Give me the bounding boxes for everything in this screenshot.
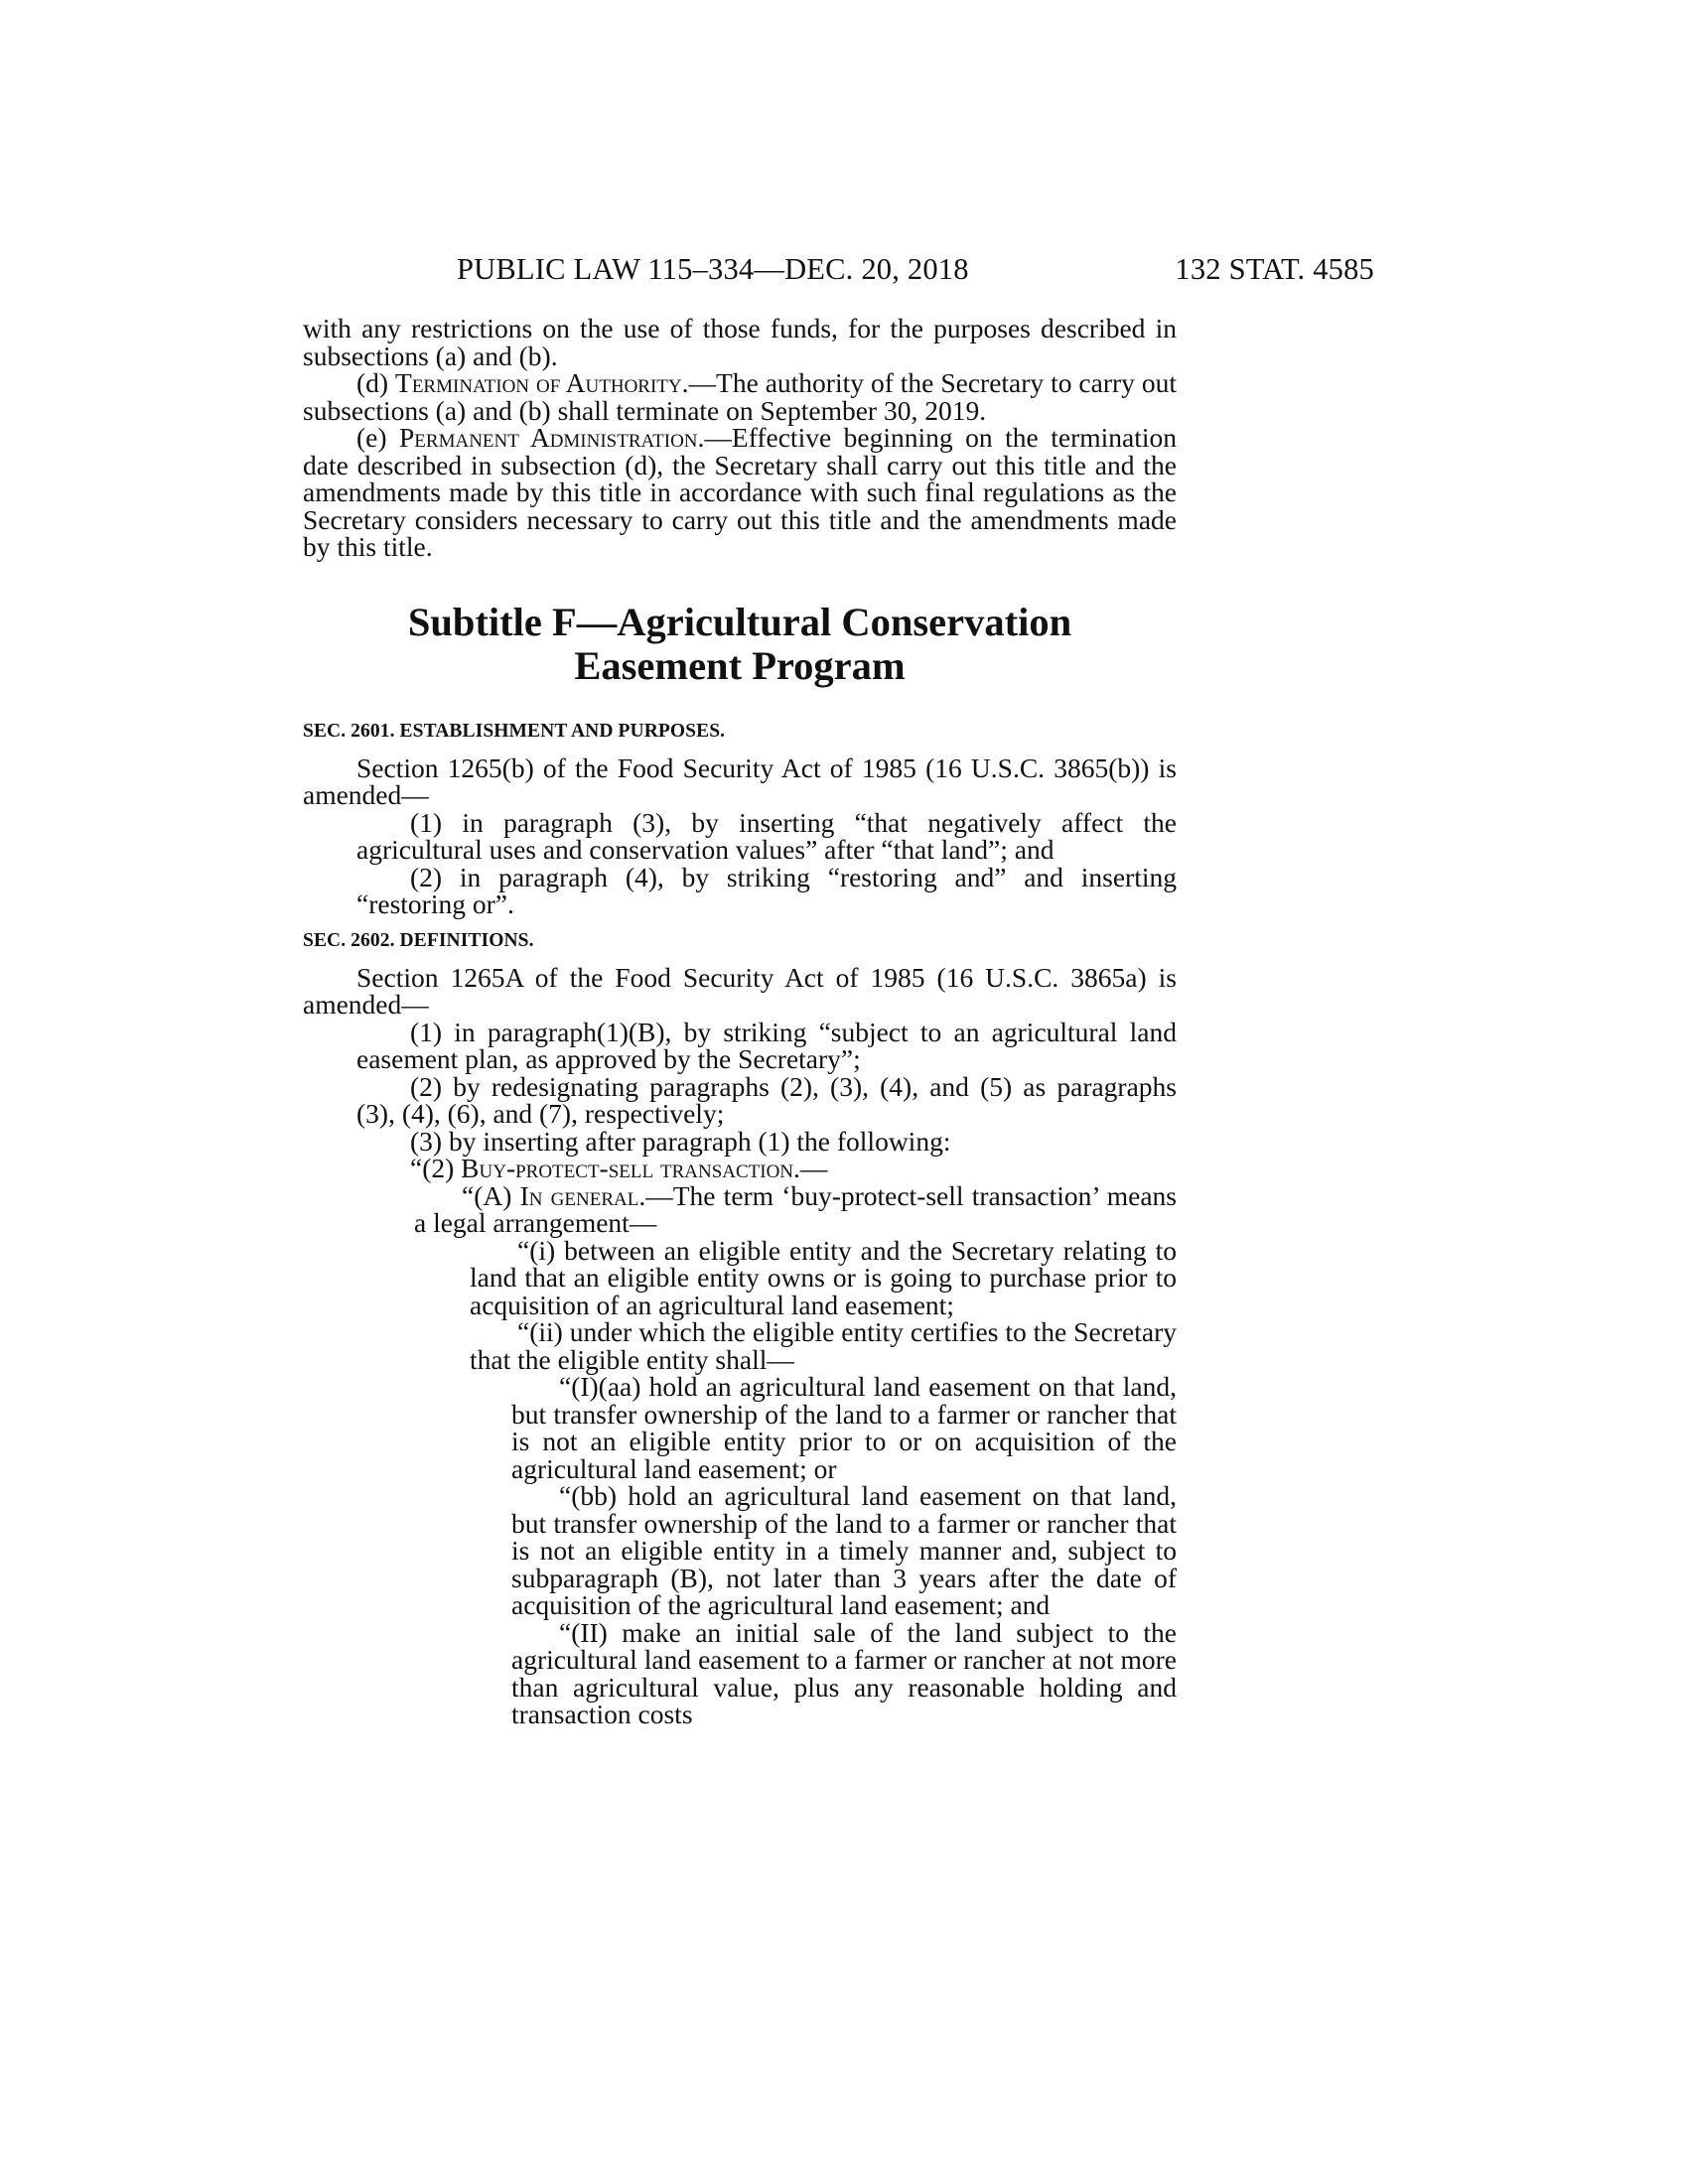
subparagraph-a bbox=[303, 1179, 1177, 1238]
subtitle-line-1: Subtitle F—Agricultural Conservation bbox=[407, 599, 1072, 644]
subsection-e-heading: Permanent Administration bbox=[399, 422, 698, 453]
running-header-law: PUBLIC LAW 115–334—DEC. 20, 2018 bbox=[457, 252, 969, 286]
document-body bbox=[303, 315, 1177, 1728]
section-2601-item-2: (2) in paragraph (4), by striking “restoring and” and inserting “restoring or”. bbox=[356, 861, 1177, 919]
section-2602-item-1: (1) in paragraph(1)(B), by striking “subject to an agricultural land easement plan, as approved by the Secretary”; bbox=[356, 1016, 1177, 1074]
section-2601-intro: Section 1265(b) of the Food Security Act of 1985 (16 U.S.C. 3865(b)) is amended— bbox=[303, 751, 1177, 810]
subtitle-heading bbox=[303, 601, 1177, 688]
subparagraph-a-text: .—The term ‘buy-protect-sell transaction’ means a legal arrangement— bbox=[414, 1179, 1177, 1238]
subparagraph-a-heading: In general bbox=[519, 1179, 639, 1211]
subparagraph-a-lead: “(A) bbox=[462, 1179, 520, 1211]
carryover-paragraph: with any restrictions on the use of those funds, for the purposes described in subsections (a) and (b). bbox=[303, 313, 1177, 371]
paragraph-2-dash: .— bbox=[793, 1153, 828, 1183]
section-2602-item-3: (3) by inserting after paragraph (1) the following: bbox=[410, 1125, 951, 1157]
subsection-d-text: .—The authority of the Secretary to carry out subsections (a) and (b) shall terminate on September 30, 2019. bbox=[303, 367, 1177, 426]
paragraph-2-lead: “(2) bbox=[410, 1153, 462, 1183]
subclause-I-aa: “(I)(aa) hold an agricultural land easement on that land, but transfer ownership of the land to a farmer or rancher that is not an eligible entity prior to or on acquisition of the agricultural land easement; or bbox=[511, 1371, 1177, 1484]
subsection-e-text: .—Effective beginning on the termination date described in subsection (d), the Secretary shall carry out this title and the amendments made by this title in accordance with such final regulations as the Secretary considers necessary to carry out this title and the amendments made by this title. bbox=[303, 422, 1177, 562]
section-2602-heading: SEC. 2602. DEFINITIONS. bbox=[303, 929, 534, 951]
subsection-e bbox=[303, 424, 1177, 561]
subsection-d-lead: (d) bbox=[356, 367, 396, 398]
subsection-d-heading: Termination of Authority bbox=[395, 367, 682, 398]
section-2601-item-1: (1) in paragraph (3), by inserting “that negatively affect the agricultural uses and conservation values” after “that land”; and bbox=[356, 806, 1177, 865]
paragraph-2-title: Buy-protect-sell transaction bbox=[461, 1153, 794, 1183]
item-bb: “(bb) hold an agricultural land easement on that land, but transfer ownership of the land to a farmer or rancher that is not an eligible entity in a timely manner and, subject to subparagraph (B), not later than 3 years after the date of acquisition of the agricultural land easement; and bbox=[511, 1480, 1177, 1620]
clause-i: “(i) between an eligible entity and the Secretary relating to land that an eligible entity owns or is going to purchase prior to acquisition of an agricultural land easement; bbox=[470, 1234, 1177, 1320]
subtitle-line-2: Easement Program bbox=[574, 642, 906, 688]
clause-ii: “(ii) under which the eligible entity certifies to the Secretary that the eligible entity shall— bbox=[470, 1316, 1177, 1375]
section-2602-intro: Section 1265A of the Food Security Act of 1985 (16 U.S.C. 3865a) is amended— bbox=[303, 961, 1177, 1020]
section-2602-item-2: (2) by redesignating paragraphs (2), (3), (4), and (5) as paragraphs (3), (4), (6), and (7), respectively; bbox=[356, 1070, 1177, 1129]
section-2601-heading: SEC. 2601. ESTABLISHMENT AND PURPOSES. bbox=[303, 720, 726, 742]
paragraph-2-heading bbox=[303, 1155, 1177, 1182]
subclause-II: “(II) make an initial sale of the land subject to the agricultural land easement to a farmer or rancher at not more than agricultural value, plus any reasonable holding and transaction costs bbox=[511, 1616, 1177, 1729]
subsection-e-lead: (e) bbox=[356, 422, 400, 453]
subsection-d bbox=[303, 369, 1177, 424]
running-header-stat-page: 132 STAT. 4585 bbox=[1175, 252, 1374, 286]
